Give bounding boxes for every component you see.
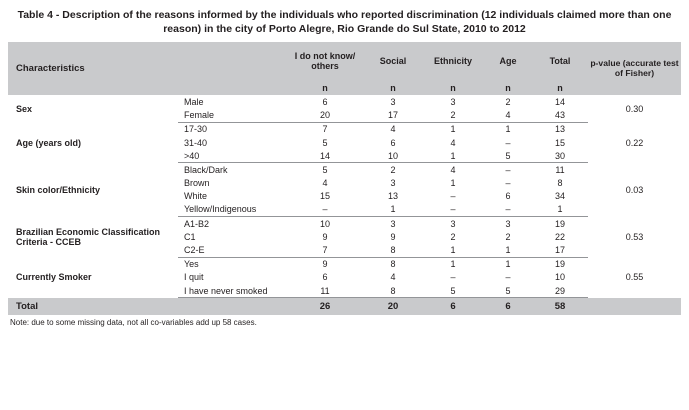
cell-social: 3	[390, 218, 396, 229]
header-age: Age	[484, 42, 532, 80]
cell-dontknow: 9	[322, 231, 328, 242]
cell-total: 1	[532, 203, 588, 217]
cell-social: 4	[390, 124, 396, 135]
cell-dontknow: 14	[286, 149, 364, 163]
header-n-dontknow: n	[286, 80, 364, 95]
cell-ethnicity: 1	[450, 124, 456, 135]
cell-dontknow: –	[286, 203, 364, 217]
cell-total: 29	[532, 284, 588, 298]
group-label-cceb-line2: Criteria - CCEB	[16, 236, 82, 247]
cell-dontknow: 9	[322, 259, 328, 270]
table-caption: Table 4 - Description of the reasons informed by the individuals who reported discrimination (12 individuals claimed more than one reason) in the city of Porto Alegre, Rio Grande do Sul State, 2010 to 2012	[17, 9, 672, 36]
group-label-skin-color: Skin color/Ethnicity	[16, 184, 101, 195]
cell-ethnicity: 2	[422, 109, 484, 123]
discrimination-reasons-table	[8, 42, 681, 315]
cell-ethnicity: –	[422, 203, 484, 217]
cell-total: 13	[554, 124, 565, 135]
cell-pvalue: 0.03	[625, 184, 644, 195]
cell-age: –	[505, 178, 511, 189]
header-dontknow: I do not know/ others	[286, 42, 364, 80]
cell-total: 17	[532, 243, 588, 257]
cell-ethnicity: –	[450, 191, 456, 202]
cell-social: 17	[364, 109, 422, 123]
cell-social: 6	[390, 137, 396, 148]
level-label: Black/Dark	[184, 164, 228, 175]
cell-total: 14	[554, 96, 565, 107]
cell-ethnicity: 4	[450, 164, 456, 175]
table-note: Note: due to some missing data, not all co-variables add up 58 cases.	[10, 318, 257, 328]
cell-dontknow: 7	[286, 243, 364, 257]
total-label: Total	[8, 298, 286, 316]
cell-dontknow: 11	[286, 284, 364, 298]
cell-age: 3	[505, 218, 511, 229]
level-label: 31-40	[184, 137, 208, 148]
cell-social: 1	[364, 203, 422, 217]
cell-dontknow: 7	[322, 124, 328, 135]
group-label-cceb-line1: Brazilian Economic Classification	[16, 226, 161, 237]
table-total-row	[8, 298, 681, 316]
cell-ethnicity: 1	[450, 259, 456, 270]
cell-social: 4	[390, 272, 396, 283]
header-characteristics: Characteristics	[8, 42, 286, 95]
table-row	[8, 95, 681, 108]
cell-total: 30	[532, 149, 588, 163]
cell-age: –	[505, 164, 511, 175]
table-row	[8, 122, 681, 136]
header-n-total: n	[532, 80, 588, 95]
level-label: Yes	[184, 259, 199, 270]
header-n-age: n	[484, 80, 532, 95]
header-social: Social	[364, 42, 422, 80]
total-dontknow: 26	[286, 298, 364, 316]
cell-dontknow: 20	[286, 109, 364, 123]
cell-age: 1	[484, 243, 532, 257]
cell-total: 19	[554, 259, 565, 270]
level-label: Male	[184, 96, 204, 107]
cell-social: 13	[387, 191, 398, 202]
level-label: Brown	[184, 178, 210, 189]
cell-total: 19	[554, 218, 565, 229]
total-pvalue	[588, 298, 681, 316]
header-pvalue: p-value (accurate test of Fisher)	[588, 42, 681, 95]
cell-social: 3	[390, 178, 396, 189]
cell-dontknow: 6	[322, 96, 328, 107]
cell-total: 8	[557, 178, 563, 189]
total-social: 20	[364, 298, 422, 316]
level-label: C2-E	[178, 243, 286, 257]
cell-age: 4	[484, 109, 532, 123]
cell-age: 2	[505, 231, 511, 242]
table-body	[8, 95, 681, 315]
cell-total: 43	[532, 109, 588, 123]
cell-social: 10	[364, 149, 422, 163]
cell-total: 10	[554, 272, 565, 283]
level-label: Female	[178, 109, 286, 123]
cell-dontknow: 5	[322, 137, 328, 148]
cell-ethnicity: 3	[450, 218, 456, 229]
table-row	[8, 163, 681, 177]
cell-social: 8	[364, 243, 422, 257]
header-total: Total	[532, 42, 588, 80]
cell-age: 5	[484, 284, 532, 298]
cell-social: 2	[390, 164, 396, 175]
cell-age: 1	[505, 259, 511, 270]
cell-social: 8	[390, 259, 396, 270]
cell-social: 8	[364, 284, 422, 298]
table-header	[8, 42, 681, 95]
cell-dontknow: 15	[319, 191, 330, 202]
total-ethnicity: 6	[422, 298, 484, 316]
cell-dontknow: 10	[319, 218, 330, 229]
cell-total: 11	[555, 164, 565, 175]
level-label: Yellow/Indigenous	[178, 203, 286, 217]
cell-age: 1	[505, 124, 511, 135]
table-row	[8, 217, 681, 231]
level-label: White	[184, 191, 208, 202]
cell-age: –	[505, 272, 511, 283]
group-label-age: Age (years old)	[16, 137, 82, 148]
cell-social: 3	[390, 96, 396, 107]
total-total: 58	[532, 298, 588, 316]
cell-dontknow: 6	[322, 272, 328, 283]
group-label-smoker: Currently Smoker	[16, 272, 92, 283]
cell-age: –	[484, 203, 532, 217]
group-label-cceb	[8, 217, 178, 258]
cell-ethnicity: –	[450, 272, 456, 283]
table-row	[8, 257, 681, 271]
cell-social: 9	[390, 231, 396, 242]
cell-age: 2	[505, 96, 511, 107]
cell-age: 6	[505, 191, 511, 202]
cell-ethnicity: 1	[422, 243, 484, 257]
cell-ethnicity: 3	[450, 96, 456, 107]
cell-total: 15	[554, 137, 565, 148]
cell-ethnicity: 2	[450, 231, 456, 242]
cell-pvalue: 0.30	[625, 103, 644, 114]
level-label: I quit	[184, 272, 204, 283]
cell-age: 5	[484, 149, 532, 163]
cell-ethnicity: 1	[422, 149, 484, 163]
level-label: 17-30	[184, 124, 208, 135]
group-label-sex: Sex	[16, 103, 33, 114]
cell-dontknow: 4	[322, 178, 328, 189]
level-label: A1-B2	[184, 218, 210, 229]
cell-ethnicity: 5	[422, 284, 484, 298]
cell-pvalue: 0.22	[625, 137, 644, 148]
header-n-social: n	[364, 80, 422, 95]
level-label: C1	[184, 231, 196, 242]
level-label: >40	[178, 149, 286, 163]
cell-ethnicity: 4	[450, 137, 456, 148]
header-n-ethnicity: n	[422, 80, 484, 95]
cell-pvalue: 0.53	[625, 231, 644, 242]
cell-pvalue: 0.55	[625, 272, 644, 283]
cell-total: 34	[554, 191, 565, 202]
header-ethnicity: Ethnicity	[422, 42, 484, 80]
level-label: I have never smoked	[178, 284, 286, 298]
cell-total: 22	[554, 231, 565, 242]
total-age: 6	[484, 298, 532, 316]
cell-dontknow: 5	[322, 164, 328, 175]
cell-ethnicity: 1	[450, 178, 456, 189]
cell-age: –	[505, 137, 511, 148]
